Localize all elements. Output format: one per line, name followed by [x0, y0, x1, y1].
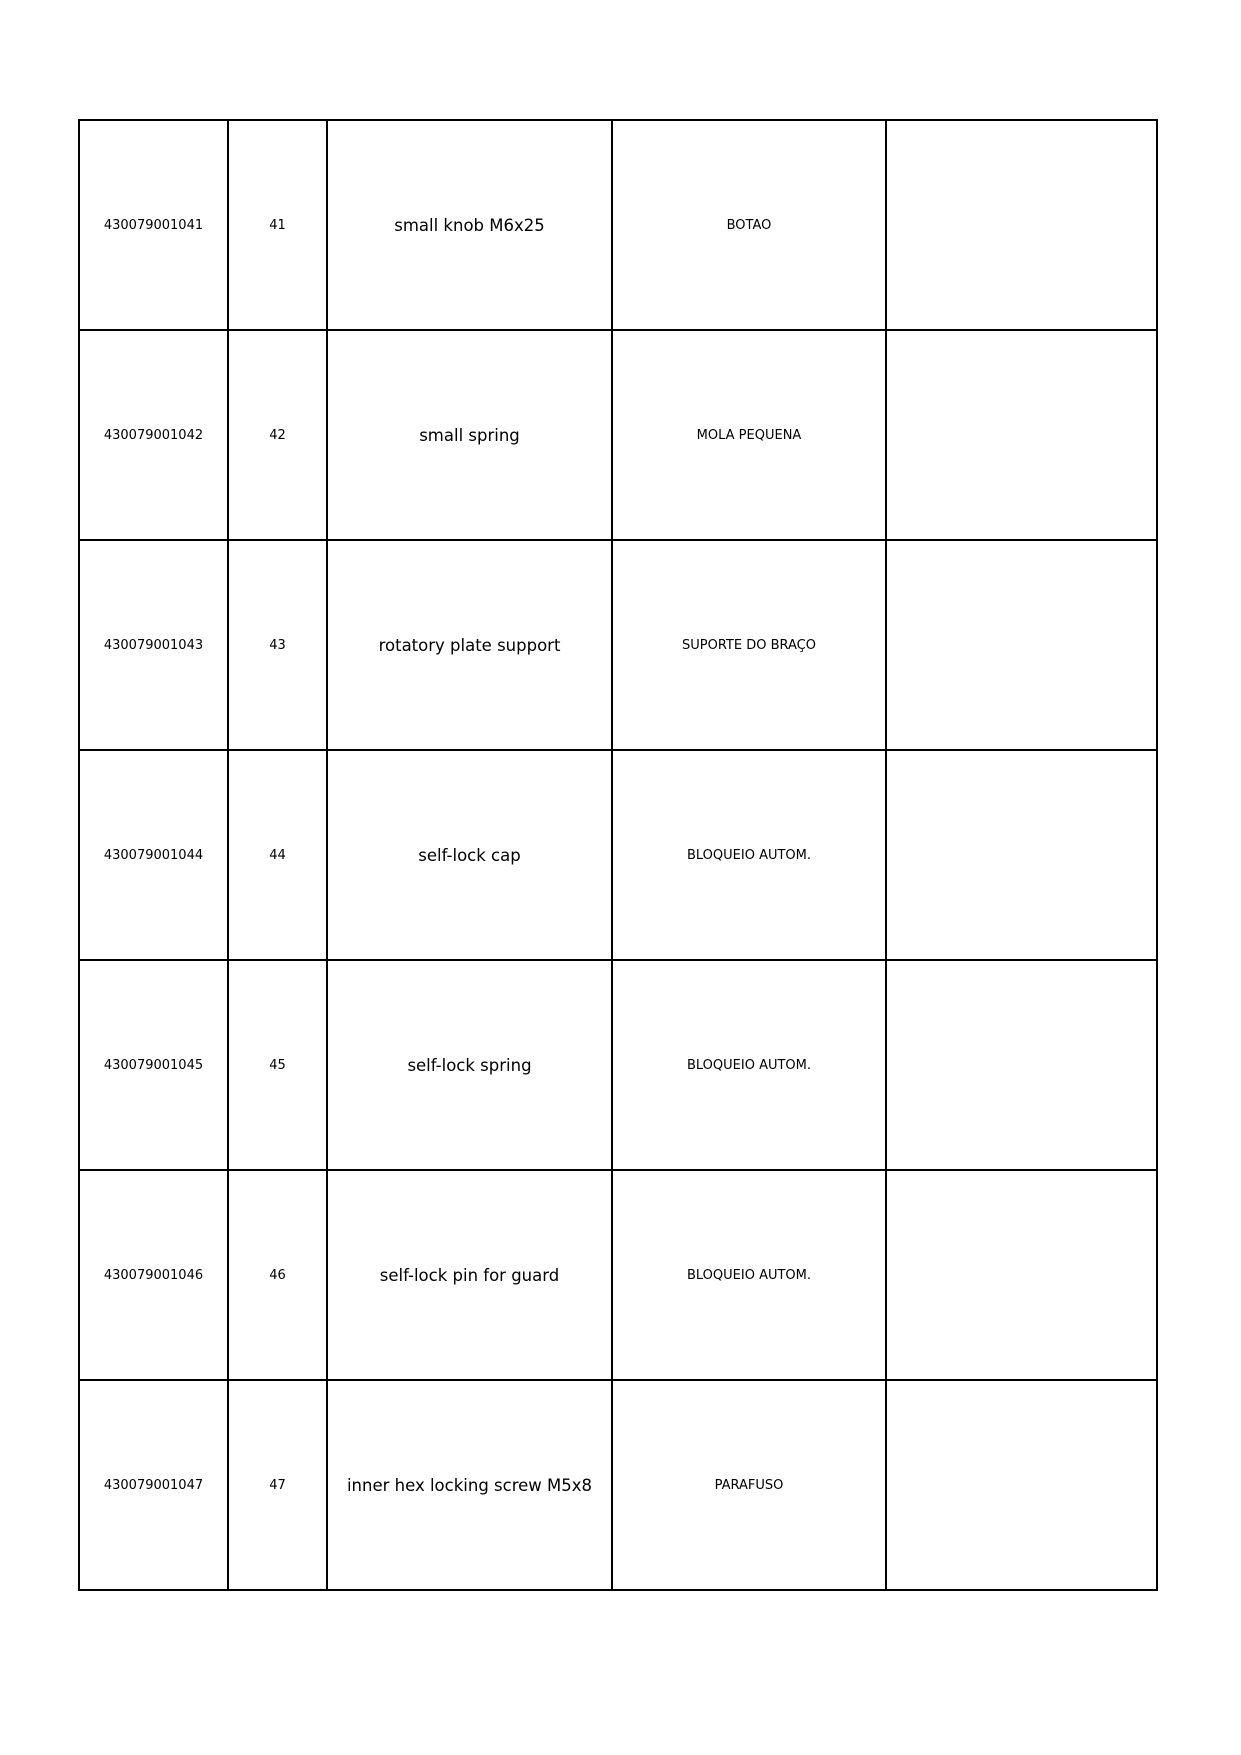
part-code-cell: 430079001041 [79, 120, 228, 330]
empty-notes-cell [886, 750, 1157, 960]
item-number-cell: 41 [228, 120, 327, 330]
table-row [79, 120, 1157, 330]
item-number-cell: 47 [228, 1380, 327, 1590]
empty-notes-cell [886, 330, 1157, 540]
parts-table [78, 119, 1158, 1591]
portuguese-name-cell: PARAFUSO [612, 1380, 886, 1590]
description-cell: rotatory plate support [327, 540, 612, 750]
table-row [79, 540, 1157, 750]
description-cell: self-lock spring [327, 960, 612, 1170]
item-number-cell: 42 [228, 330, 327, 540]
part-code-cell: 430079001045 [79, 960, 228, 1170]
description-cell: self-lock cap [327, 750, 612, 960]
portuguese-name-cell: SUPORTE DO BRAÇO [612, 540, 886, 750]
empty-notes-cell [886, 120, 1157, 330]
description-cell: inner hex locking screw M5x8 [327, 1380, 612, 1590]
description-cell: small spring [327, 330, 612, 540]
item-number-cell: 45 [228, 960, 327, 1170]
table-row [79, 750, 1157, 960]
part-code-cell: 430079001047 [79, 1380, 228, 1590]
portuguese-name-cell: BOTAO [612, 120, 886, 330]
portuguese-name-cell: MOLA PEQUENA [612, 330, 886, 540]
description-cell: self-lock pin for guard [327, 1170, 612, 1380]
empty-notes-cell [886, 1380, 1157, 1590]
table-row [79, 1380, 1157, 1590]
portuguese-name-cell: BLOQUEIO AUTOM. [612, 1170, 886, 1380]
item-number-cell: 44 [228, 750, 327, 960]
empty-notes-cell [886, 540, 1157, 750]
part-code-cell: 430079001043 [79, 540, 228, 750]
part-code-cell: 430079001042 [79, 330, 228, 540]
table-row [79, 330, 1157, 540]
table-row [79, 960, 1157, 1170]
empty-notes-cell [886, 960, 1157, 1170]
item-number-cell: 46 [228, 1170, 327, 1380]
empty-notes-cell [886, 1170, 1157, 1380]
item-number-cell: 43 [228, 540, 327, 750]
portuguese-name-cell: BLOQUEIO AUTOM. [612, 960, 886, 1170]
description-cell: small knob M6x25 [327, 120, 612, 330]
portuguese-name-cell: BLOQUEIO AUTOM. [612, 750, 886, 960]
table-row [79, 1170, 1157, 1380]
part-code-cell: 430079001046 [79, 1170, 228, 1380]
part-code-cell: 430079001044 [79, 750, 228, 960]
